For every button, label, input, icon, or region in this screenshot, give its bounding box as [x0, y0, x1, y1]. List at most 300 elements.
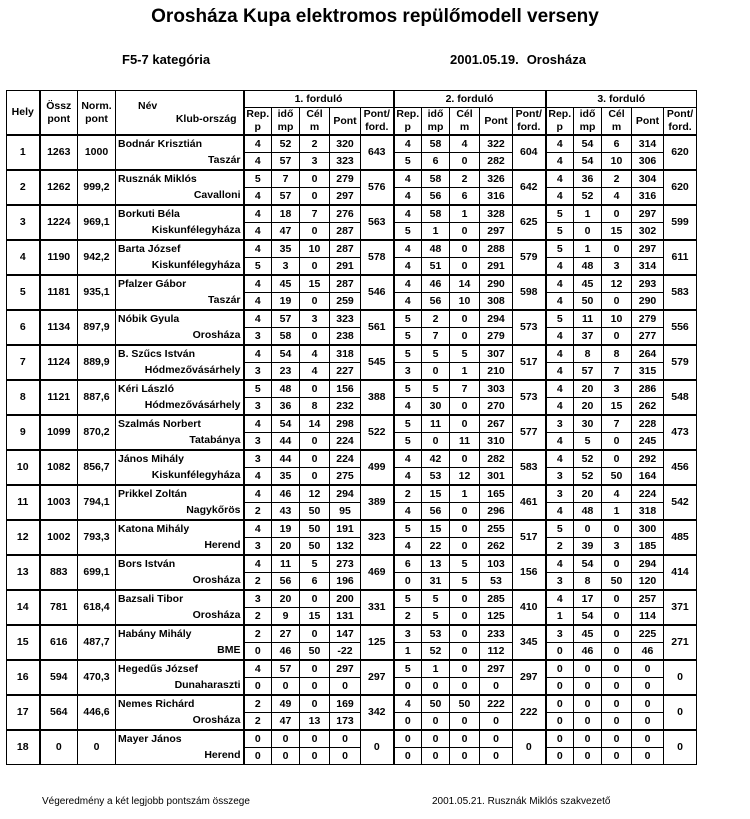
r1-time-cell: 11 [272, 555, 300, 573]
category-label: F5-7 kategória [122, 52, 211, 67]
table-row [7, 170, 697, 188]
r1-rep-cell: 0 [244, 748, 272, 765]
r2-time-cell: 31 [422, 573, 450, 591]
r2-time-cell: 58 [422, 135, 450, 153]
r2-rep-cell: 3 [394, 625, 422, 643]
r1-target-cell: 2 [300, 135, 330, 153]
r1-rep-cell: 5 [244, 170, 272, 188]
table-row [7, 625, 697, 643]
r2-time-cell: 13 [422, 555, 450, 573]
r2-target-cell: 0 [450, 328, 480, 346]
r1-time-cell: 47 [272, 223, 300, 241]
r2-round-total: 573 [513, 380, 546, 415]
club-name: Kiskunfélegyháza [116, 223, 244, 241]
r1-points-cell: 147 [330, 625, 361, 643]
r3-target-cell: 0 [602, 205, 632, 223]
r3-points-cell: 0 [632, 748, 664, 765]
r2-points-cell: 290 [480, 275, 513, 293]
r2-points-cell: 279 [480, 328, 513, 346]
r3-rep-cell: 5 [546, 520, 574, 538]
results-table [6, 90, 697, 765]
r2-target-cell: 10 [450, 293, 480, 311]
r3-time-cell: 48 [574, 503, 602, 521]
total-points-cell: 1003 [40, 485, 78, 520]
club-name: Orosháza [116, 713, 244, 731]
r1-rep-cell: 2 [244, 573, 272, 591]
r1-target-cell: 0 [300, 433, 330, 451]
r1-rep-cell: 4 [244, 520, 272, 538]
r1-time-cell: 18 [272, 205, 300, 223]
table-row [7, 660, 697, 678]
r1-points-cell: 273 [330, 555, 361, 573]
normalized-points-cell: 470,3 [78, 660, 116, 695]
subheader-label: Pont/ [515, 108, 542, 120]
r3-points-cell: 286 [632, 380, 664, 398]
r2-rep-cell: 0 [394, 573, 422, 591]
r2-time-cell: 11 [422, 415, 450, 433]
r3-time-cell: 0 [574, 695, 602, 713]
r1-time-cell: 58 [272, 328, 300, 346]
total-points-cell: 1190 [40, 240, 78, 275]
r3-target-cell: 0 [602, 590, 632, 608]
r2-time-cell: 22 [422, 538, 450, 556]
r3-rep-cell: 5 [546, 205, 574, 223]
r2-points-cell: 297 [480, 223, 513, 241]
competitor-name: Bors István [116, 555, 244, 573]
r2-target-cell: 0 [450, 153, 480, 171]
r1-time-cell: 44 [272, 433, 300, 451]
r3-rep-cell: 4 [546, 258, 574, 276]
r3-time-cell: 54 [574, 608, 602, 626]
r1-target-cell: 3 [300, 310, 330, 328]
r2-time-cell: 15 [422, 520, 450, 538]
total-points-cell: 1181 [40, 275, 78, 310]
subheader-label: Pont [635, 114, 660, 127]
r1-round-total: 545 [361, 345, 394, 380]
r1-target-cell: 50 [300, 503, 330, 521]
normalized-points-cell: 887,6 [78, 380, 116, 415]
r1-time-cell: 54 [272, 345, 300, 363]
r3-rep-cell: 4 [546, 188, 574, 206]
r2-time-cell: 0 [422, 748, 450, 765]
r1-rep-cell: 2 [244, 608, 272, 626]
r1-rep-cell: 4 [244, 240, 272, 258]
r1-time-cell: 54 [272, 415, 300, 433]
r3-rep-cell: 3 [546, 485, 574, 503]
r2-points-cell: 125 [480, 608, 513, 626]
total-points-cell: 0 [40, 730, 78, 765]
table-row [7, 695, 697, 713]
r1-target-cell: 0 [300, 188, 330, 206]
r1-round-total: 546 [361, 275, 394, 310]
r1-points-cell: 196 [330, 573, 361, 591]
r1-round-total: 342 [361, 695, 394, 730]
r3-target-cell: 0 [602, 240, 632, 258]
r2-rep-cell: 5 [394, 345, 422, 363]
table-row [7, 730, 697, 748]
r2-round-total: 297 [513, 660, 546, 695]
col-ossz-l2: pont [47, 112, 71, 125]
competitor-name: Nemes Richárd [116, 695, 244, 713]
r3-rep-cell: 4 [546, 555, 574, 573]
normalized-points-cell: 856,7 [78, 450, 116, 485]
r2-target-cell: 0 [450, 398, 480, 416]
competitor-name: Szalmás Norbert [116, 415, 244, 433]
club-name: Herend [116, 748, 244, 765]
r2-time-cell: 6 [422, 153, 450, 171]
r2-round-total: 410 [513, 590, 546, 625]
place-cell: 4 [7, 240, 40, 275]
r2-rep-cell: 4 [394, 398, 422, 416]
r3-points-cell: 120 [632, 573, 664, 591]
r1-target-cell: 15 [300, 608, 330, 626]
r2-rep-cell: 4 [394, 135, 422, 153]
r3-target-cell: 0 [602, 625, 632, 643]
r1-target-cell: 50 [300, 520, 330, 538]
subheader-unit: p [404, 121, 411, 133]
r2-time-cell: 52 [422, 643, 450, 661]
r1-points-cell: 298 [330, 415, 361, 433]
r3-round-total: 0 [664, 730, 697, 765]
r1-points-cell: -22 [330, 643, 361, 661]
r3-rep-cell: 4 [546, 153, 574, 171]
r3-points-cell: 0 [632, 730, 664, 748]
r2-rep-cell: 5 [394, 433, 422, 451]
r3-rep-cell: 0 [546, 678, 574, 696]
r1-rep-cell: 3 [244, 398, 272, 416]
table-row [7, 345, 697, 363]
subheader-label: idő [277, 108, 294, 120]
r2-target-cell: 1 [450, 485, 480, 503]
r3-time-cell: 8 [574, 345, 602, 363]
r2-target-cell: 0 [450, 520, 480, 538]
subheader-r2-pont [480, 108, 513, 136]
r1-rep-cell: 4 [244, 485, 272, 503]
total-points-cell: 1002 [40, 520, 78, 555]
r2-time-cell: 58 [422, 170, 450, 188]
normalized-points-cell: 0 [78, 730, 116, 765]
r1-points-cell: 259 [330, 293, 361, 311]
r1-points-cell: 287 [330, 275, 361, 293]
r3-points-cell: 257 [632, 590, 664, 608]
club-name: Hódmezővásárhely [116, 363, 244, 381]
competitor-name: Rusznák Miklós [116, 170, 244, 188]
r1-target-cell: 50 [300, 538, 330, 556]
r1-time-cell: 23 [272, 363, 300, 381]
r2-round-total: 583 [513, 450, 546, 485]
table-row [7, 310, 697, 328]
r3-rep-cell: 4 [546, 433, 574, 451]
r2-points-cell: 270 [480, 398, 513, 416]
r3-target-cell: 15 [602, 223, 632, 241]
total-points-cell: 1124 [40, 345, 78, 380]
competitor-name: Nóbik Gyula [116, 310, 244, 328]
r2-time-cell: 51 [422, 258, 450, 276]
r3-rep-cell: 4 [546, 293, 574, 311]
r1-target-cell: 0 [300, 258, 330, 276]
r1-points-cell: 156 [330, 380, 361, 398]
club-name: Nagykőrös [116, 503, 244, 521]
r2-rep-cell: 6 [394, 555, 422, 573]
r3-round-total: 583 [664, 275, 697, 310]
r3-points-cell: 297 [632, 240, 664, 258]
table-row [7, 590, 697, 608]
r1-time-cell: 57 [272, 660, 300, 678]
r3-time-cell: 20 [574, 485, 602, 503]
r1-rep-cell: 4 [244, 188, 272, 206]
r2-round-total: 461 [513, 485, 546, 520]
r3-rep-cell: 0 [546, 643, 574, 661]
r2-target-cell: 4 [450, 135, 480, 153]
r2-points-cell: 303 [480, 380, 513, 398]
r1-rep-cell: 4 [244, 415, 272, 433]
r3-points-cell: 46 [632, 643, 664, 661]
r2-points-cell: 326 [480, 170, 513, 188]
r3-time-cell: 36 [574, 170, 602, 188]
r1-rep-cell: 0 [244, 678, 272, 696]
r3-rep-cell: 3 [546, 468, 574, 486]
place-cell: 18 [7, 730, 40, 765]
r3-time-cell: 52 [574, 450, 602, 468]
r3-target-cell: 7 [602, 415, 632, 433]
r1-target-cell: 0 [300, 695, 330, 713]
r1-points-cell: 191 [330, 520, 361, 538]
r1-time-cell: 45 [272, 275, 300, 293]
r2-target-cell: 0 [450, 223, 480, 241]
r2-target-cell: 1 [450, 363, 480, 381]
r2-time-cell: 0 [422, 678, 450, 696]
r1-rep-cell: 4 [244, 153, 272, 171]
club-name: Orosháza [116, 573, 244, 591]
r1-time-cell: 9 [272, 608, 300, 626]
r1-rep-cell: 3 [244, 590, 272, 608]
r1-time-cell: 57 [272, 188, 300, 206]
r1-rep-cell: 3 [244, 450, 272, 468]
r3-time-cell: 0 [574, 223, 602, 241]
r1-points-cell: 275 [330, 468, 361, 486]
r3-target-cell: 0 [602, 678, 632, 696]
r2-rep-cell: 2 [394, 608, 422, 626]
r3-points-cell: 225 [632, 625, 664, 643]
r1-target-cell: 0 [300, 660, 330, 678]
r2-time-cell: 56 [422, 188, 450, 206]
r3-time-cell: 52 [574, 188, 602, 206]
r3-rep-cell: 4 [546, 328, 574, 346]
club-name: Dunaharaszti [116, 678, 244, 696]
table-row [7, 555, 697, 573]
r1-rep-cell: 2 [244, 713, 272, 731]
r3-target-cell: 4 [602, 485, 632, 503]
r3-time-cell: 0 [574, 678, 602, 696]
r2-rep-cell: 1 [394, 643, 422, 661]
col-norm-l2: pont [85, 112, 108, 125]
r3-time-cell: 0 [574, 730, 602, 748]
r3-target-cell: 12 [602, 275, 632, 293]
r3-rep-cell: 2 [546, 538, 574, 556]
normalized-points-cell: 897,9 [78, 310, 116, 345]
r1-rep-cell: 0 [244, 730, 272, 748]
r1-time-cell: 43 [272, 503, 300, 521]
r2-target-cell: 11 [450, 433, 480, 451]
r2-time-cell: 50 [422, 695, 450, 713]
place-cell: 7 [7, 345, 40, 380]
r2-rep-cell: 5 [394, 310, 422, 328]
normalized-points-cell: 794,1 [78, 485, 116, 520]
r2-points-cell: 282 [480, 153, 513, 171]
r2-time-cell: 5 [422, 380, 450, 398]
r2-time-cell: 0 [422, 713, 450, 731]
r1-target-cell: 4 [300, 363, 330, 381]
col-ossz [40, 91, 78, 136]
r3-target-cell: 0 [602, 520, 632, 538]
r1-target-cell: 0 [300, 468, 330, 486]
r3-rep-cell: 5 [546, 223, 574, 241]
r2-points-cell: 307 [480, 345, 513, 363]
r2-points-cell: 308 [480, 293, 513, 311]
r2-round-total: 156 [513, 555, 546, 590]
r2-target-cell: 50 [450, 695, 480, 713]
r1-target-cell: 0 [300, 170, 330, 188]
r2-target-cell: 0 [450, 713, 480, 731]
total-points-cell: 1134 [40, 310, 78, 345]
date-label: 2001.05.19. [450, 52, 519, 67]
document-title: Orosháza Kupa elektromos repülőmodell verseny [151, 6, 599, 27]
normalized-points-cell: 699,1 [78, 555, 116, 590]
subheader-unit: ford. [365, 121, 389, 133]
r1-time-cell: 35 [272, 240, 300, 258]
r1-rep-cell: 4 [244, 660, 272, 678]
subheader-r2-cel1 [450, 108, 480, 136]
competitor-name: Pfalzer Gábor [116, 275, 244, 293]
r2-target-cell: 6 [450, 188, 480, 206]
place-cell: 13 [7, 555, 40, 590]
r3-target-cell: 50 [602, 468, 632, 486]
r3-target-cell: 15 [602, 398, 632, 416]
r1-points-cell: 0 [330, 748, 361, 765]
r2-rep-cell: 4 [394, 188, 422, 206]
col-nev-l2: Klub-ország [175, 112, 237, 125]
r2-time-cell: 1 [422, 660, 450, 678]
r3-time-cell: 54 [574, 153, 602, 171]
r3-points-cell: 245 [632, 433, 664, 451]
r2-points-cell: 0 [480, 713, 513, 731]
r1-points-cell: 224 [330, 433, 361, 451]
r3-time-cell: 52 [574, 468, 602, 486]
subheader-unit: mp [579, 121, 596, 133]
total-points-cell: 883 [40, 555, 78, 590]
r2-target-cell: 0 [450, 625, 480, 643]
r2-rep-cell: 0 [394, 748, 422, 765]
r2-target-cell: 0 [450, 678, 480, 696]
r3-round-total: 548 [664, 380, 697, 415]
place-cell: 3 [7, 205, 40, 240]
r2-round-total: 598 [513, 275, 546, 310]
r3-time-cell: 54 [574, 555, 602, 573]
col-norm [78, 91, 116, 136]
r1-time-cell: 49 [272, 695, 300, 713]
r3-round-total: 485 [664, 520, 697, 555]
r3-points-cell: 318 [632, 503, 664, 521]
club-name: Hódmezővásárhely [116, 398, 244, 416]
r1-rep-cell: 2 [244, 695, 272, 713]
r2-round-total: 345 [513, 625, 546, 660]
place-cell: 1 [7, 135, 40, 170]
round2-header: 2. forduló [394, 91, 546, 108]
subheader-r3-pont [632, 108, 664, 136]
r2-points-cell: 262 [480, 538, 513, 556]
r2-points-cell: 210 [480, 363, 513, 381]
r3-time-cell: 17 [574, 590, 602, 608]
r3-target-cell: 0 [602, 555, 632, 573]
place-cell: 2 [7, 170, 40, 205]
subheader-label: Pont [484, 114, 508, 127]
r1-target-cell: 0 [300, 590, 330, 608]
r3-time-cell: 1 [574, 205, 602, 223]
r2-points-cell: 0 [480, 748, 513, 765]
r1-rep-cell: 4 [244, 223, 272, 241]
r3-points-cell: 224 [632, 485, 664, 503]
r3-target-cell: 7 [602, 363, 632, 381]
subheader-r1-rep1 [244, 108, 272, 136]
r2-points-cell: 53 [480, 573, 513, 591]
competitor-name: Kéri László [116, 380, 244, 398]
club-name: Orosháza [116, 328, 244, 346]
r1-target-cell: 8 [300, 398, 330, 416]
r2-time-cell: 48 [422, 240, 450, 258]
r1-time-cell: 7 [272, 170, 300, 188]
r3-round-total: 0 [664, 660, 697, 695]
r1-points-cell: 224 [330, 450, 361, 468]
r1-round-total: 643 [361, 135, 394, 170]
r3-time-cell: 20 [574, 380, 602, 398]
r1-points-cell: 0 [330, 730, 361, 748]
subheader-r2-ido1 [422, 108, 450, 136]
subheader-unit: p [556, 121, 563, 133]
r2-time-cell: 0 [422, 730, 450, 748]
r3-time-cell: 0 [574, 748, 602, 765]
r3-time-cell: 57 [574, 363, 602, 381]
r3-points-cell: 277 [632, 328, 664, 346]
normalized-points-cell: 487,7 [78, 625, 116, 660]
r3-time-cell: 0 [574, 520, 602, 538]
r1-round-total: 297 [361, 660, 394, 695]
r2-rep-cell: 4 [394, 468, 422, 486]
r1-target-cell: 0 [300, 223, 330, 241]
place-cell: 11 [7, 485, 40, 520]
r1-rep-cell: 4 [244, 275, 272, 293]
total-points-cell: 1099 [40, 415, 78, 450]
subheader-label: Rep. [396, 108, 420, 120]
r1-points-cell: 169 [330, 695, 361, 713]
r3-round-total: 456 [664, 450, 697, 485]
r2-rep-cell: 5 [394, 660, 422, 678]
r2-target-cell: 0 [450, 258, 480, 276]
r1-round-total: 331 [361, 590, 394, 625]
r2-rep-cell: 4 [394, 450, 422, 468]
r3-time-cell: 45 [574, 275, 602, 293]
subheader-r1-ido1 [272, 108, 300, 136]
r2-rep-cell: 5 [394, 223, 422, 241]
r1-round-total: 578 [361, 240, 394, 275]
competitor-name: B. Szűcs István [116, 345, 244, 363]
total-points-cell: 781 [40, 590, 78, 625]
club-name: Taszár [116, 293, 244, 311]
r1-points-cell: 297 [330, 660, 361, 678]
r3-rep-cell: 4 [546, 345, 574, 363]
place-cell: 17 [7, 695, 40, 730]
r3-round-total: 473 [664, 415, 697, 450]
r3-rep-cell: 4 [546, 170, 574, 188]
